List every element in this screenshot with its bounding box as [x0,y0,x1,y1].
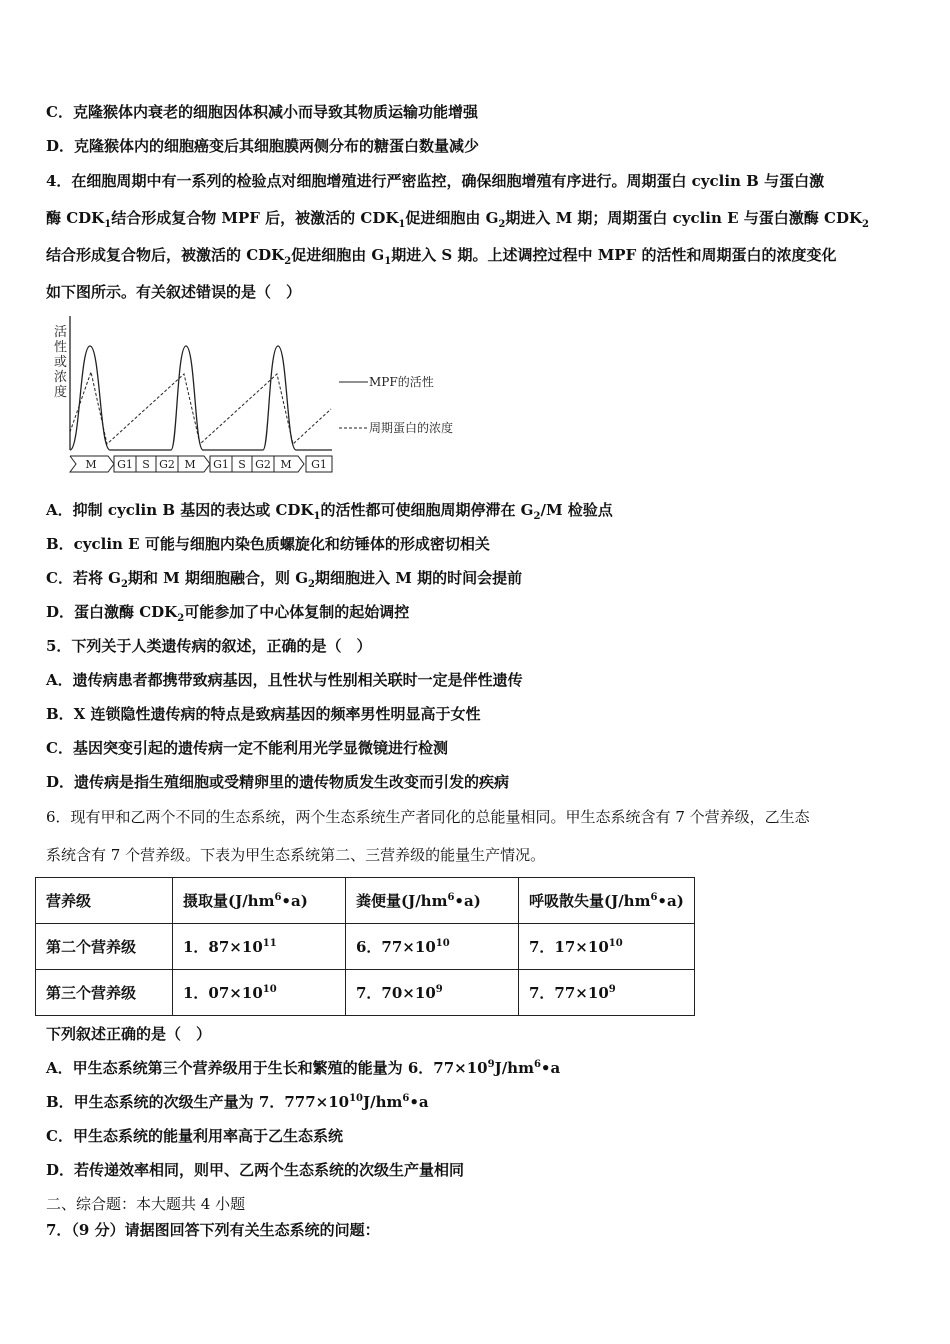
table-header-cell: 呼吸散失量$(J/hm^6•a)$ [519,878,695,924]
phase-label: G1 [213,458,229,471]
y-label-char: 性 [54,340,68,355]
q4-stem-line-4: 如下图所示。有关叙述错误的是（ ） [46,283,302,301]
phase-label: S [238,458,246,471]
q6-question: 下列叙述正确的是（ ） [46,1025,212,1043]
q5-stem: 5．下列关于人类遗传病的叙述，正确的是（ ） [46,637,372,655]
y-label-char: 活 [54,325,68,340]
y-axis-label [54,325,67,400]
phase-label: G2 [255,458,271,471]
table-cell: 7．$70\times 10^9$ [346,970,519,1016]
phase-label: G1 [311,458,327,471]
q4-stem-line-2: 酶 $CDK_1$结合形成复合物 MPF 后，被激活的 $CDK_1$促进细胞由 $G_2$期进入 M 期；周期蛋白 cyclin E 与蛋白激酶 $CDK_2$ [46,209,869,230]
table-cell: 6．$77\times 10^{10}$ [346,924,519,970]
q4-stem-line-3: 结合形成复合物后，被激活的 $CDK_2$促进细胞由 $G_1$期进入 S 期。上述调控过程中 MPF 的活性和周期蛋白的浓度变化 [46,246,837,267]
legend-mpf-label: MPF的活性 [369,375,434,389]
table-cell: 第二个营养级 [36,924,173,970]
q5-option-a: A．遗传病患者都携带致病基因，且性状与性别相关联时一定是伴性遗传 [46,671,523,689]
q6-option-c: C．甲生态系统的能量利用率高于乙生态系统 [46,1127,343,1145]
q6-option-a: A．甲生态系统第三个营养级用于生长和繁殖的能量为 6．$77\times 10^9J/hm^6•a$ [46,1059,561,1077]
phase-bar [70,456,332,472]
cyclin-concentration-curve [70,372,331,444]
q6-option-b: B．甲生态系统的次级生产量为 7．$777\times 10^{10}J/hm^6•a$ [46,1093,429,1111]
phase-label: M [280,458,292,471]
q7-stem: 7．（9 分）请据图回答下列有关生态系统的问题： [46,1221,380,1239]
table-row [36,970,695,1016]
phase-label: M [184,458,196,471]
table-cell: 1．$07\times 10^{10}$ [173,970,346,1016]
table-header-cell: 营养级 [36,878,173,924]
section-2-heading: 二、综合题：本大题共 4 小题 [46,1195,246,1213]
q6-stem-line-2: 系统含有 7 个营养级。下表为甲生态系统第二、三营养级的能量生产情况。 [46,846,546,864]
q4-stem-line-1: 4．在细胞周期中有一系列的检验点对细胞增殖进行严密监控，确保细胞增殖有序进行。周期蛋白 cyclin B 与蛋白激 [46,172,825,190]
table-cell: 7．$17\times 10^{10}$ [519,924,695,970]
q3-option-d: D．克隆猴体内的细胞癌变后其细胞膜两侧分布的糖蛋白数量减少 [46,137,480,155]
energy-table [35,877,695,1016]
q4-option-d: D．蛋白激酶 $CDK_2$可能参加了中心体复制的起始调控 [46,603,410,624]
q4-option-a: A．抑制 cyclin B 基因的表达或 $CDK_1$的活性都可使细胞周期停滞在 $G_2/M$ 检验点 [46,501,613,522]
table-cell: 7．$77\times 10^9$ [519,970,695,1016]
phase-label: M [85,458,97,471]
q5-option-d: D．遗传病是指生殖细胞或受精卵里的遗传物质发生改变而引发的疾病 [46,773,510,791]
y-label-char: 度 [54,385,68,400]
y-label-char: 或 [54,355,68,370]
q6-option-d: D．若传递效率相同，则甲、乙两个生态系统的次级生产量相同 [46,1161,465,1179]
table-cell: 1．$87\times 10^{11}$ [173,924,346,970]
q5-option-c: C．基因突变引起的遗传病一定不能利用光学显微镜进行检测 [46,739,448,757]
q3-option-c: C．克隆猴体内衰老的细胞因体积减小而导致其物质运输功能增强 [46,103,478,121]
y-label-char: 浓 [54,370,68,385]
phase-label: S [142,458,150,471]
legend-cyclin-label: 周期蛋白的浓度 [369,421,454,435]
phase-label: G1 [117,458,133,471]
table-cell: 第三个营养级 [36,970,173,1016]
table-row [36,924,695,970]
table-header-row [36,878,695,924]
mpf-activity-curve [70,346,332,450]
q4-option-b: B．cyclin E 可能与细胞内染色质螺旋化和纺锤体的形成密切相关 [46,535,490,553]
q5-option-b: B．X 连锁隐性遗传病的特点是致病基因的频率男性明显高于女性 [46,705,481,723]
table-header-cell: 粪便量$(J/hm^6•a)$ [346,878,519,924]
cell-cycle-figure [46,316,486,480]
q6-stem-line-1: 6．现有甲和乙两个不同的生态系统，两个生态系统生产者同化的总能量相同。甲生态系统含有 7 个营养级，乙生态 [46,808,810,826]
table-header-cell: 摄取量$(J/hm^6•a)$ [173,878,346,924]
phase-label: G2 [159,458,175,471]
q4-option-c: C．若将 $G_2$期和 M 期细胞融合，则 $G_2$期细胞进入 M 期的时间会提前 [46,569,523,590]
